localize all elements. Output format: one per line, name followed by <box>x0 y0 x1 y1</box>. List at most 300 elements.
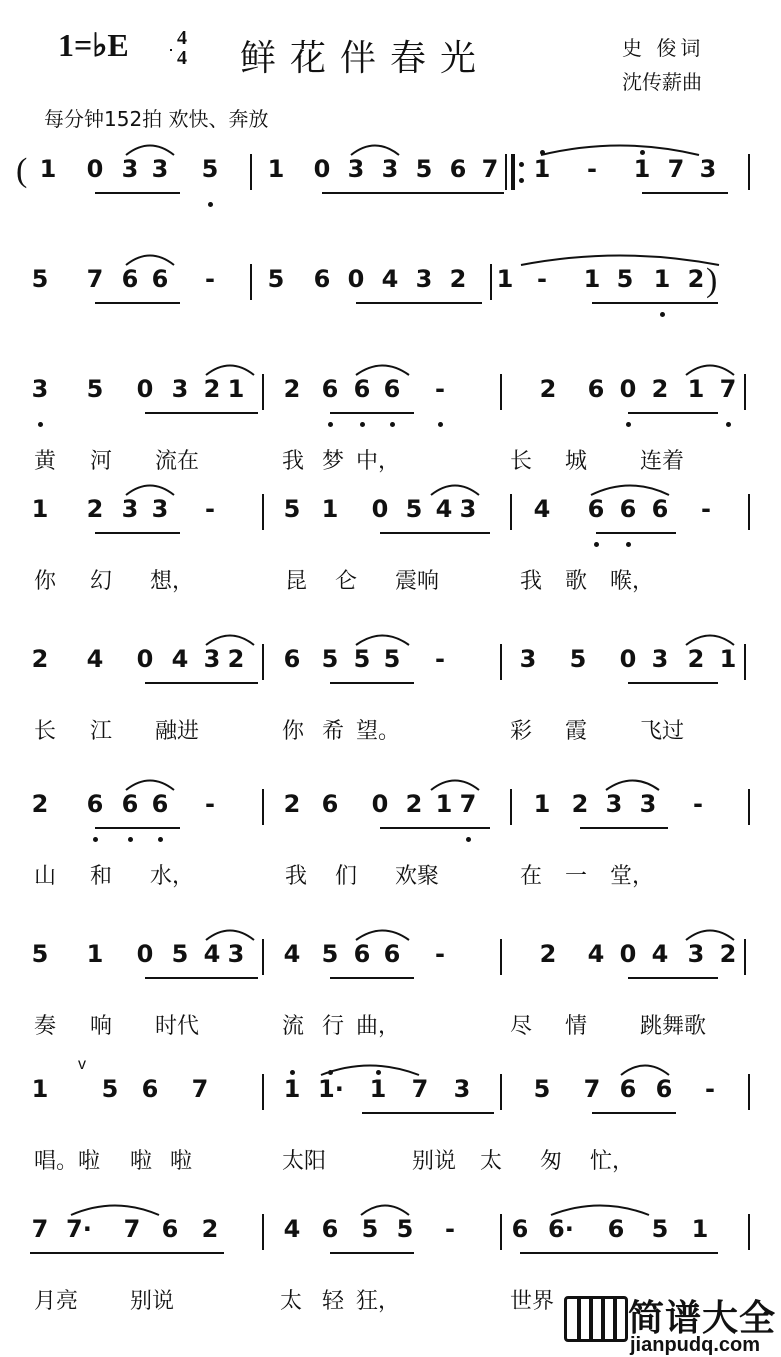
lyric-syllable: 连着 <box>640 449 685 474</box>
lyric-syllable: 月亮 <box>34 1289 79 1314</box>
note: 3 <box>381 155 399 183</box>
note: 1 <box>31 495 49 523</box>
note: 5 <box>31 265 49 293</box>
low-octave-dot <box>390 422 395 427</box>
slur <box>430 777 480 791</box>
note: 6 <box>587 495 605 523</box>
note: 7 <box>411 1075 429 1103</box>
barline <box>500 1214 502 1250</box>
note: 5 <box>171 940 189 968</box>
note: 6 <box>151 790 169 818</box>
beat-underline <box>592 302 718 304</box>
note: 1 <box>533 790 551 818</box>
note: 1· <box>318 1075 344 1103</box>
note: 1 <box>633 155 651 183</box>
note-row <box>0 630 781 710</box>
lyric-syllable: 们 <box>335 864 358 889</box>
lyric-syllable: 狂， <box>356 1289 401 1314</box>
composer-credit: 沈传薪曲 <box>622 70 702 94</box>
note: 0 <box>371 790 389 818</box>
note: 5 <box>86 375 104 403</box>
note: 3 <box>121 495 139 523</box>
beat-underline <box>330 977 414 979</box>
repeat-dot <box>519 178 524 183</box>
note: 5 <box>361 1215 379 1243</box>
note-row <box>0 250 781 330</box>
slur <box>125 142 175 156</box>
lyric-syllable: 行 <box>322 1014 345 1039</box>
beat-underline <box>95 302 180 304</box>
notation-system <box>0 1056 781 1200</box>
note: 7 <box>667 155 685 183</box>
song-title: 鲜花伴春光 <box>240 38 491 79</box>
repeat-dot <box>519 162 524 167</box>
barline <box>500 1074 502 1110</box>
slur <box>620 1062 670 1076</box>
note: 6 <box>121 265 139 293</box>
tempo-marking: 每分钟152拍 欢快、奔放 <box>44 107 269 131</box>
note: - <box>205 790 215 818</box>
watermark-url: jianpudq.com <box>630 1334 760 1356</box>
note: 2 <box>283 375 301 403</box>
beat-underline <box>145 682 258 684</box>
note: 6 <box>383 940 401 968</box>
note: 2 <box>687 645 705 673</box>
note: 2 <box>31 645 49 673</box>
barline <box>250 154 252 190</box>
note: - <box>587 155 597 183</box>
notation-system <box>0 775 781 915</box>
lyric-syllable: 我 <box>285 864 308 889</box>
lyric-syllable: 别说 <box>412 1149 457 1174</box>
lyric-syllable: 仑 <box>335 569 358 594</box>
note: 5 <box>321 940 339 968</box>
note: 1 <box>653 265 671 293</box>
time-signature <box>170 28 194 68</box>
beat-underline <box>642 192 728 194</box>
piano-keys-icon <box>564 1296 628 1342</box>
meter-bottom: 4 <box>177 47 187 69</box>
note: 3 <box>227 940 245 968</box>
note: 7 <box>31 1215 49 1243</box>
beat-underline <box>628 682 718 684</box>
slur <box>125 252 175 266</box>
barline <box>250 264 252 300</box>
barline <box>511 154 515 190</box>
note: - <box>435 940 445 968</box>
note: 0 <box>136 940 154 968</box>
note: 2 <box>449 265 467 293</box>
note: - <box>705 1075 715 1103</box>
lyric-row <box>0 444 781 484</box>
note: 1 <box>533 155 551 183</box>
low-octave-dot <box>438 422 443 427</box>
lyric-syllable: 希 <box>322 719 345 744</box>
lyric-syllable: 飞过 <box>640 719 685 744</box>
note: 6 <box>121 790 139 818</box>
low-octave-dot <box>626 542 631 547</box>
note: 4 <box>533 495 551 523</box>
note: 2 <box>687 265 705 293</box>
note: 5 <box>569 645 587 673</box>
beat-underline <box>592 1112 676 1114</box>
watermark <box>560 1290 781 1357</box>
lyricist-credit: 史 俊词 <box>622 36 705 60</box>
note: 3 <box>151 155 169 183</box>
note: - <box>701 495 711 523</box>
beat-underline <box>95 827 180 829</box>
lyric-syllable: 昆 <box>285 569 308 594</box>
note: 5 <box>283 495 301 523</box>
slur <box>550 1202 650 1216</box>
note: 6 <box>283 645 301 673</box>
slur <box>540 142 700 156</box>
note: 3 <box>415 265 433 293</box>
beat-underline <box>628 977 718 979</box>
lyric-syllable: 长 <box>510 449 533 474</box>
note: 6 <box>619 1075 637 1103</box>
note: 3 <box>519 645 537 673</box>
note: - <box>205 495 215 523</box>
beat-underline <box>596 532 676 534</box>
beat-underline <box>380 827 490 829</box>
lyric-syllable: 太阳 <box>282 1149 327 1174</box>
note: 3 <box>651 645 669 673</box>
note: 6 <box>619 495 637 523</box>
slur <box>350 142 400 156</box>
slur <box>355 632 410 646</box>
lyric-syllable: 世界 <box>510 1289 555 1314</box>
note: 6· <box>548 1215 574 1243</box>
note: 2 <box>539 940 557 968</box>
lyric-syllable: 尽 <box>510 1014 533 1039</box>
barline <box>748 494 750 530</box>
note: 5 <box>101 1075 119 1103</box>
slur <box>70 1202 160 1216</box>
note: 4 <box>651 940 669 968</box>
low-octave-dot <box>38 422 43 427</box>
lyric-syllable: 融进 <box>155 719 200 744</box>
note: 3 <box>453 1075 471 1103</box>
beat-underline <box>330 412 414 414</box>
lyric-syllable: 一 <box>565 864 588 889</box>
slur <box>360 1202 410 1216</box>
lyric-syllable: 霞 <box>565 719 588 744</box>
slur <box>205 927 255 941</box>
lyric-row <box>0 859 781 899</box>
lyric-row <box>0 714 781 754</box>
lyric-syllable: 轻 <box>322 1289 345 1314</box>
barline <box>262 939 264 975</box>
barline <box>744 939 746 975</box>
low-octave-dot <box>466 837 471 842</box>
barline <box>505 154 507 190</box>
note: 2 <box>201 1215 219 1243</box>
lyric-syllable: 彩 <box>510 719 533 744</box>
note: 1 <box>31 1075 49 1103</box>
slur <box>320 1062 420 1076</box>
note: 1 <box>267 155 285 183</box>
lyric-syllable: 啦 <box>170 1149 193 1174</box>
note: 5 <box>533 1075 551 1103</box>
notation-system <box>0 925 781 1065</box>
note: 1 <box>39 155 57 183</box>
note: 1 <box>369 1075 387 1103</box>
note: - <box>537 265 547 293</box>
barline <box>262 494 264 530</box>
lyric-syllable: 奏 <box>34 1014 57 1039</box>
note: 1 <box>691 1215 709 1243</box>
note: 1 <box>86 940 104 968</box>
barline <box>744 644 746 680</box>
key-signature: 1=♭E <box>58 27 129 63</box>
beat-underline <box>145 977 258 979</box>
slur <box>125 777 175 791</box>
lyric-syllable: 望。 <box>356 719 401 744</box>
note: 3 <box>639 790 657 818</box>
note: - <box>435 645 445 673</box>
note: 7 <box>86 265 104 293</box>
lyric-syllable: 歌 <box>565 569 588 594</box>
note: 6 <box>449 155 467 183</box>
lyric-syllable: 情 <box>565 1014 588 1039</box>
note: 3 <box>347 155 365 183</box>
note: 7 <box>459 790 477 818</box>
note: 2 <box>283 790 301 818</box>
note: 5 <box>31 940 49 968</box>
meter-top: 4 <box>177 27 187 49</box>
lyric-syllable: 江 <box>90 719 113 744</box>
note: 3 <box>151 495 169 523</box>
lyric-syllable: 别说 <box>130 1289 175 1314</box>
slur <box>355 362 410 376</box>
note: 2 <box>86 495 104 523</box>
note: 6 <box>651 495 669 523</box>
slur <box>685 632 735 646</box>
note: 1 <box>227 375 245 403</box>
lyric-syllable: 太 <box>280 1289 303 1314</box>
note: 5 <box>353 645 371 673</box>
note: 5 <box>396 1215 414 1243</box>
note: 7 <box>481 155 499 183</box>
barline <box>262 1074 264 1110</box>
slur <box>125 482 175 496</box>
note: 2 <box>571 790 589 818</box>
note: 6 <box>141 1075 159 1103</box>
lyric-syllable: 唱。啦 <box>34 1149 101 1174</box>
low-octave-dot <box>208 202 213 207</box>
note: 0 <box>86 155 104 183</box>
beat-underline <box>95 192 180 194</box>
note: 0 <box>136 375 154 403</box>
note: 5 <box>267 265 285 293</box>
note: 2 <box>719 940 737 968</box>
note: 7 <box>191 1075 209 1103</box>
lyric-syllable: 长 <box>34 719 57 744</box>
note: 3 <box>687 940 705 968</box>
notation-system <box>0 630 781 770</box>
low-octave-dot <box>660 312 665 317</box>
slur <box>355 927 410 941</box>
slur <box>685 362 735 376</box>
low-octave-dot <box>93 837 98 842</box>
note: 4 <box>587 940 605 968</box>
barline <box>262 789 264 825</box>
note: 6 <box>321 375 339 403</box>
lyric-row <box>0 1144 781 1184</box>
note: 3 <box>121 155 139 183</box>
note: 5 <box>383 645 401 673</box>
beat-underline <box>330 1252 414 1254</box>
lyric-syllable: 我 <box>520 569 543 594</box>
note: 6 <box>587 375 605 403</box>
barline <box>748 1214 750 1250</box>
lyric-syllable: 想， <box>150 569 195 594</box>
note: 5 <box>616 265 634 293</box>
note: 6 <box>151 265 169 293</box>
note-row <box>0 1200 781 1280</box>
note: 1 <box>435 790 453 818</box>
note: 0 <box>347 265 365 293</box>
low-octave-dot <box>726 422 731 427</box>
low-octave-dot <box>158 837 163 842</box>
barline <box>490 264 492 300</box>
barline <box>262 644 264 680</box>
lyric-syllable: 欢聚 <box>395 864 440 889</box>
note: 6 <box>321 1215 339 1243</box>
lyric-syllable: 啦 <box>130 1149 153 1174</box>
note: 6 <box>321 790 339 818</box>
lyric-syllable: 梦 <box>322 449 345 474</box>
lyric-syllable: 忙， <box>590 1149 635 1174</box>
note: 2 <box>651 375 669 403</box>
slur <box>605 777 660 791</box>
note: 0 <box>136 645 154 673</box>
note: 3 <box>203 645 221 673</box>
note: 0 <box>619 375 637 403</box>
note-row <box>0 925 781 1005</box>
low-octave-dot <box>128 837 133 842</box>
note: 1 <box>496 265 514 293</box>
note: 5 <box>651 1215 669 1243</box>
beat-underline <box>628 412 718 414</box>
lyric-syllable: 喉， <box>610 569 655 594</box>
note: 4 <box>435 495 453 523</box>
note: 6 <box>353 940 371 968</box>
note: 1 <box>719 645 737 673</box>
lyric-syllable: 黄 <box>34 449 57 474</box>
beat-underline <box>330 682 414 684</box>
note-row <box>0 1056 781 1140</box>
notation-system <box>0 480 781 620</box>
slur <box>205 362 255 376</box>
beat-underline <box>145 412 258 414</box>
low-octave-dot <box>594 542 599 547</box>
lyric-syllable: 山 <box>34 864 57 889</box>
lyric-syllable: 太 <box>480 1149 503 1174</box>
note: 2 <box>203 375 221 403</box>
note: 2 <box>227 645 245 673</box>
note: - <box>435 375 445 403</box>
lyric-row <box>0 564 781 604</box>
note: 3 <box>699 155 717 183</box>
beat-underline <box>380 532 490 534</box>
barline <box>748 789 750 825</box>
lyric-row <box>0 1009 781 1049</box>
note: 2 <box>539 375 557 403</box>
note: 5 <box>405 495 423 523</box>
note: 3 <box>459 495 477 523</box>
notation-system <box>0 360 781 500</box>
beat-underline <box>95 532 180 534</box>
beat-underline <box>30 1252 224 1254</box>
note-row <box>0 140 781 220</box>
note: 0 <box>619 940 637 968</box>
note: 0 <box>313 155 331 183</box>
note: - <box>445 1215 455 1243</box>
lyric-syllable: 流在 <box>155 449 200 474</box>
note: 7 <box>583 1075 601 1103</box>
low-octave-dot <box>328 422 333 427</box>
lyric-syllable: 幻 <box>90 569 113 594</box>
barline <box>744 374 746 410</box>
note: 3 <box>171 375 189 403</box>
note: 5 <box>415 155 433 183</box>
note: 4 <box>283 940 301 968</box>
note: 4 <box>171 645 189 673</box>
note-row <box>0 480 781 560</box>
note: 5 <box>201 155 219 183</box>
beat-underline <box>520 1252 718 1254</box>
note: 6 <box>86 790 104 818</box>
note: 6 <box>353 375 371 403</box>
lyric-syllable: 在 <box>520 864 543 889</box>
lyric-syllable: 跳舞歌 <box>640 1014 707 1039</box>
lyric-syllable: 河 <box>90 449 113 474</box>
parenthesis: ) <box>706 262 718 299</box>
lyric-syllable: 响 <box>90 1014 113 1039</box>
lyric-syllable: 流 <box>282 1014 305 1039</box>
slur <box>590 482 670 496</box>
barline <box>500 644 502 680</box>
lyric-syllable: 曲， <box>356 1014 401 1039</box>
barline <box>748 1074 750 1110</box>
lyric-syllable: 堂， <box>610 864 655 889</box>
note: - <box>205 265 215 293</box>
note-row <box>0 775 781 855</box>
barline <box>262 1214 264 1250</box>
lyric-syllable: 中， <box>356 449 401 474</box>
low-octave-dot <box>626 422 631 427</box>
note: 0 <box>371 495 389 523</box>
barline <box>748 154 750 190</box>
barline <box>262 374 264 410</box>
slur <box>205 632 255 646</box>
beat-underline <box>322 192 504 194</box>
note: 7· <box>66 1215 92 1243</box>
breath-mark: v <box>78 1056 86 1073</box>
note: 6 <box>511 1215 529 1243</box>
low-octave-dot <box>360 422 365 427</box>
watermark-name: 简谱大全 <box>628 1298 777 1339</box>
note: 4 <box>86 645 104 673</box>
note: 6 <box>607 1215 625 1243</box>
slur <box>520 252 720 266</box>
parenthesis: ( <box>16 152 28 189</box>
lyric-syllable: 震响 <box>395 569 440 594</box>
note: 7 <box>123 1215 141 1243</box>
note: 4 <box>283 1215 301 1243</box>
